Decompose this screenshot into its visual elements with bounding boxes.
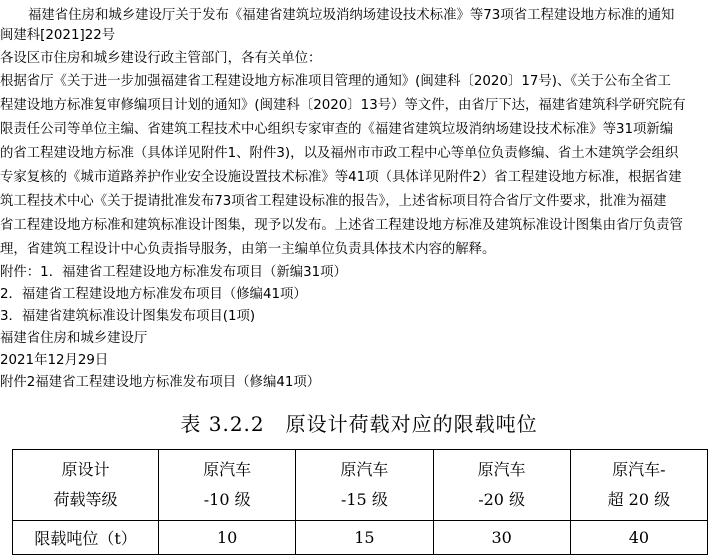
table-header-cell: [296, 450, 433, 521]
body-line-8: 理，省建筑工程设计中心负责指导服务，由第一主编单位负责具体技术内容的解释。: [0, 242, 496, 257]
table-header-cell: [13, 450, 159, 521]
attachment-1: 附件：1．福建省工程建设地方标准发布项目（新编31项）: [0, 265, 347, 280]
notice-title: 福建省住房和城乡建设厅关于发布《福建省建筑垃圾消纳场建设技术标准》等73项省工程建设地方标准的通知: [28, 8, 675, 23]
load-limit-table: [12, 449, 708, 555]
table-cell: 40: [570, 521, 707, 555]
header-text: 超 20 级: [607, 490, 671, 509]
table-cell: 10: [159, 521, 296, 555]
table-cell: 30: [433, 521, 570, 555]
header-text: -20 级: [478, 490, 526, 509]
body-line-4: 的省工程建设地方标准（具体详见附件1、附件3)，以及福州市市政工程中心等单位负责修编、省土木建筑学会组织: [0, 146, 679, 161]
header-text: 原设计: [61, 460, 110, 479]
table-caption: 表 3.2.2 原设计荷载对应的限载吨位: [180, 412, 538, 436]
header-text: 原汽车: [203, 460, 252, 479]
table-header-cell: [570, 450, 707, 521]
addressee-line: 各设区市住房和城乡建设行政主管部门，各有关单位：: [0, 51, 322, 66]
body-line-3: 限责任公司等单位主编、省建筑工程技术中心组织专家审查的《福建省建筑垃圾消纳场建设技术标准》等31项新编: [0, 122, 674, 137]
table-row-label: 限载吨位（t）: [13, 521, 159, 555]
issuer-name: 福建省住房和城乡建设厅: [0, 331, 148, 346]
table-header-row: [13, 450, 708, 521]
attachment-2: 2．福建省工程建设地方标准发布项目（修编41项）: [0, 287, 307, 302]
header-text: 荷载等级: [53, 490, 118, 509]
table-header-cell: [159, 450, 296, 521]
header-text: -10 级: [203, 490, 251, 509]
table-header-cell: [433, 450, 570, 521]
body-line-1: 根据省厅《关于进一步加强福建省工程建设地方标准项目管理的通知》(闽建科〔2020〕17号)、《关于公布全省工: [0, 74, 671, 89]
header-text: 原汽车: [477, 460, 526, 479]
body-line-2: 程建设地方标准复审修编项目计划的通知》(闽建科〔2020〕13号）等文件，由省厅下达，福建省建筑科学研究院有: [0, 98, 686, 113]
header-text: 原汽车-: [612, 460, 666, 479]
header-text: -15 级: [340, 490, 388, 509]
body-line-5: 专家复核的《城市道路养护作业安全设施设置技术标准》等41项（具体详见附件2）省工程建设地方标准，根据省建: [0, 170, 682, 185]
body-line-7: 省工程建设地方标准和建筑标准设计图集，现予以发布。上述省工程建设地方标准及建筑标准设计图集由省厅负责管: [0, 218, 683, 233]
table-row: [13, 521, 708, 555]
table-cell: 15: [296, 521, 433, 555]
body-line-6: 筑工程技术中心《关于提请批准发布73项省工程建设标准的报告》，上述省标项目符合省厅文件要求，批准为福建: [0, 194, 667, 209]
attachment-heading: 附件2福建省工程建设地方标准发布项目（修编41项）: [0, 375, 321, 390]
attachment-3: 3．福建省建筑标准设计图集发布项目(1项): [0, 309, 256, 324]
issue-date: 2021年12月29日: [0, 353, 109, 368]
header-text: 原汽车: [340, 460, 389, 479]
document-number: 闽建科[2021]22号: [0, 28, 116, 43]
